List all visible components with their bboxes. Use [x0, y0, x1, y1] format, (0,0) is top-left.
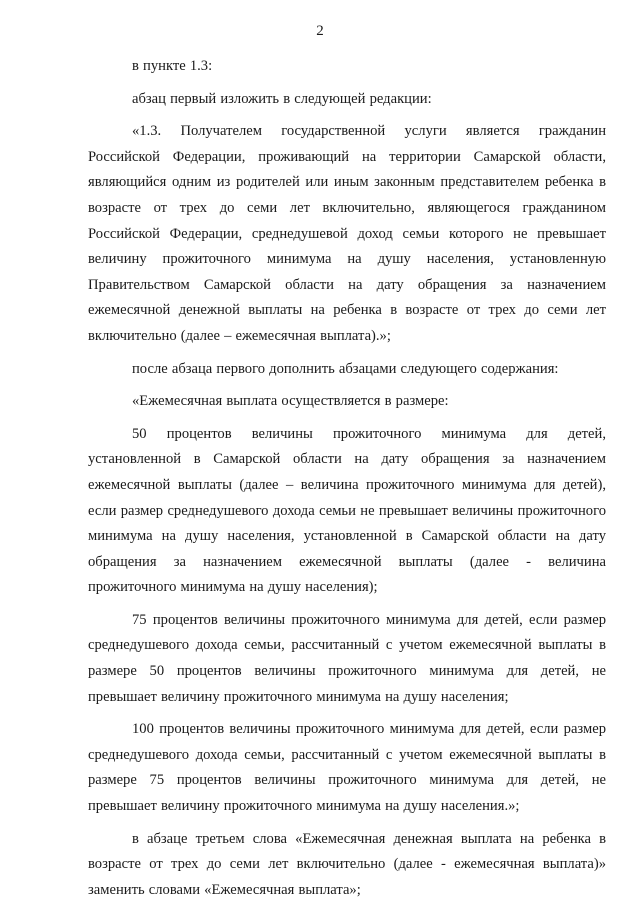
paragraph-payment-size-intro: «Ежемесячная выплата осуществляется в размере: — [132, 393, 449, 410]
paragraph-100-percent: 100 процентов величины прожиточного минимума для детей, если размер среднедушевого дохода семьи, рассчитанный с учетом ежемесячной выплаты в размере 75 процентов величины прожиточного минимума для детей, не превышает величину прожиточного минимума на душу населения.»; — [88, 721, 606, 815]
document-body — [88, 54, 606, 910]
paragraph-third-abzac-replace: в абзаце третьем слова «Ежемесячная денежная выплата на ребенка в возрасте от трех до семи лет включительно (далее - ежемесячная выплата)» заменить словами «Ежемесячная выплата»; — [88, 830, 606, 898]
paragraph-first-abzac-instruction: абзац первый изложить в следующей редакции: — [132, 90, 432, 107]
paragraph-point-1-3-intro: в пункте 1.3: — [132, 58, 213, 74]
paragraph-75-percent: 75 процентов величины прожиточного минимума для детей, если размер среднедушевого дохода семьи, рассчитанный с учетом ежемесячной выплаты в размере 50 процентов величины прожиточного минимума для детей, не превышает величину прожиточного минимума на душу населения; — [88, 611, 606, 705]
page-number: 2 — [316, 23, 324, 39]
paragraph-1-3-new-text: «1.3. Получателем государственной услуги является гражданин Российской Федерации, проживающий на территории Самарской области, являющийся одним из родителей или иным законным представителем ребенка в возрасте от трех до семи лет включительно, являющегося гражданином Российской Федерации, среднедушевой доход семьи которого не превышает величину прожиточного минимума на душу населения, установленную Правительством Самарской области на дату обращения за назначением ежемесячной денежной выплаты на ребенка в возрасте от трех до семи лет включительно (далее – ежемесячная выплата).»; — [88, 123, 606, 344]
paragraph-50-percent: 50 процентов величины прожиточного минимума для детей, установленной в Самарской области на дату обращения за назначением ежемесячной выплаты (далее – величина прожиточного минимума для детей), если размер среднедушевого дохода семьи не превышает величины прожиточного минимума на душу населения, установленной в Самарской области на дату обращения за назначением ежемесячной выплаты (далее - величина прожиточного минимума на душу населения); — [88, 425, 606, 596]
paragraph-add-abzacs-instruction: после абзаца первого дополнить абзацами следующего содержания: — [132, 360, 559, 377]
